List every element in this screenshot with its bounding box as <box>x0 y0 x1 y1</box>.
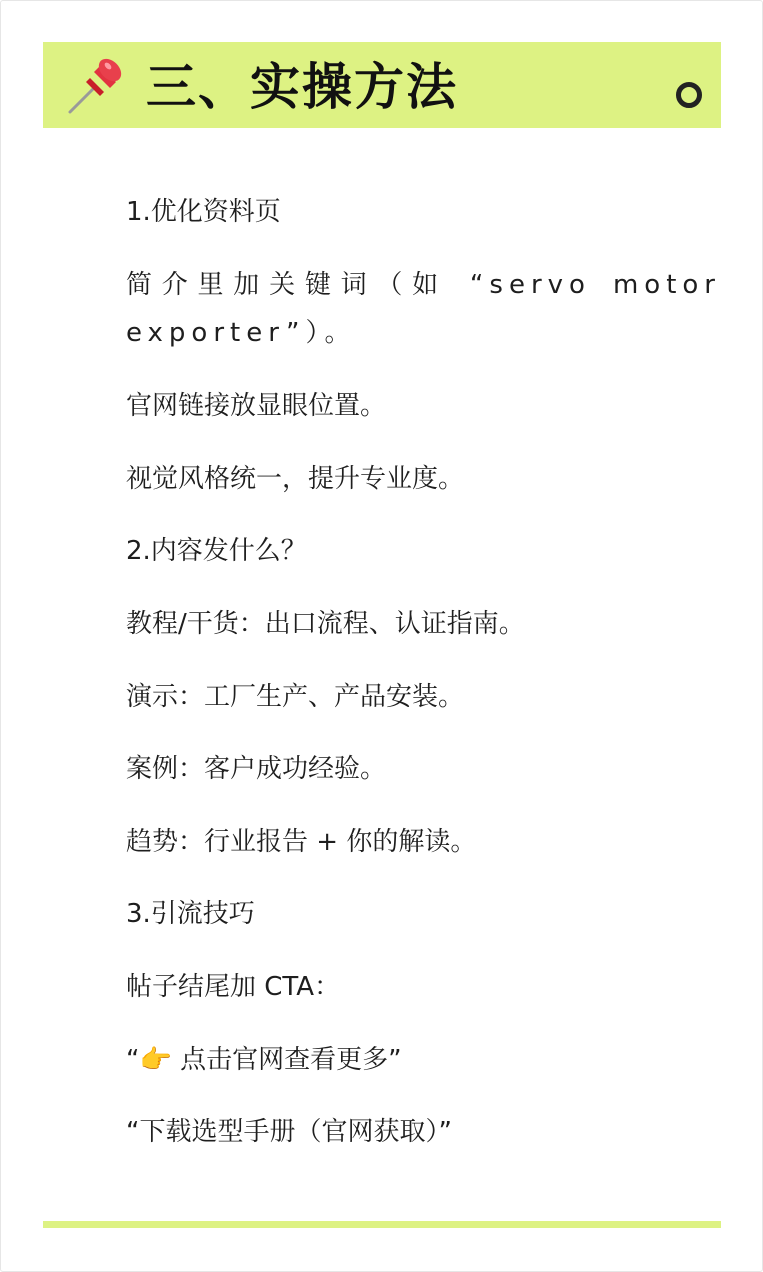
text-line: 教程/干货：出口流程、认证指南。 <box>126 609 525 639</box>
page-title: 三、实操方法 <box>146 58 458 116</box>
subheading-profile: 1.优化资料页 <box>126 197 281 227</box>
text-line: 案例：客户成功经验。 <box>126 754 387 784</box>
subheading-traffic: 3.引流技巧 <box>126 899 255 929</box>
text-line: 官网链接放显眼位置。 <box>126 391 387 421</box>
pushpin-icon <box>64 52 130 118</box>
text-line: 简介里加关键词（如 “servo motor exporter”）。 <box>126 270 721 348</box>
text-line: “👉 点击官网查看更多” <box>126 1045 402 1075</box>
text-line: 帖子结尾加 CTA： <box>126 972 341 1002</box>
bottom-divider <box>43 1221 721 1228</box>
text-line: “下载选型手册（官网获取）” <box>126 1117 452 1147</box>
text-line: 视觉风格统一，提升专业度。 <box>126 464 465 494</box>
subheading-content: 2.内容发什么？ <box>126 536 307 566</box>
text-line: 演示：工厂生产、产品安装。 <box>126 682 465 712</box>
text-line: 趋势：行业报告 + 你的解读。 <box>126 827 477 857</box>
circle-icon <box>676 82 702 108</box>
